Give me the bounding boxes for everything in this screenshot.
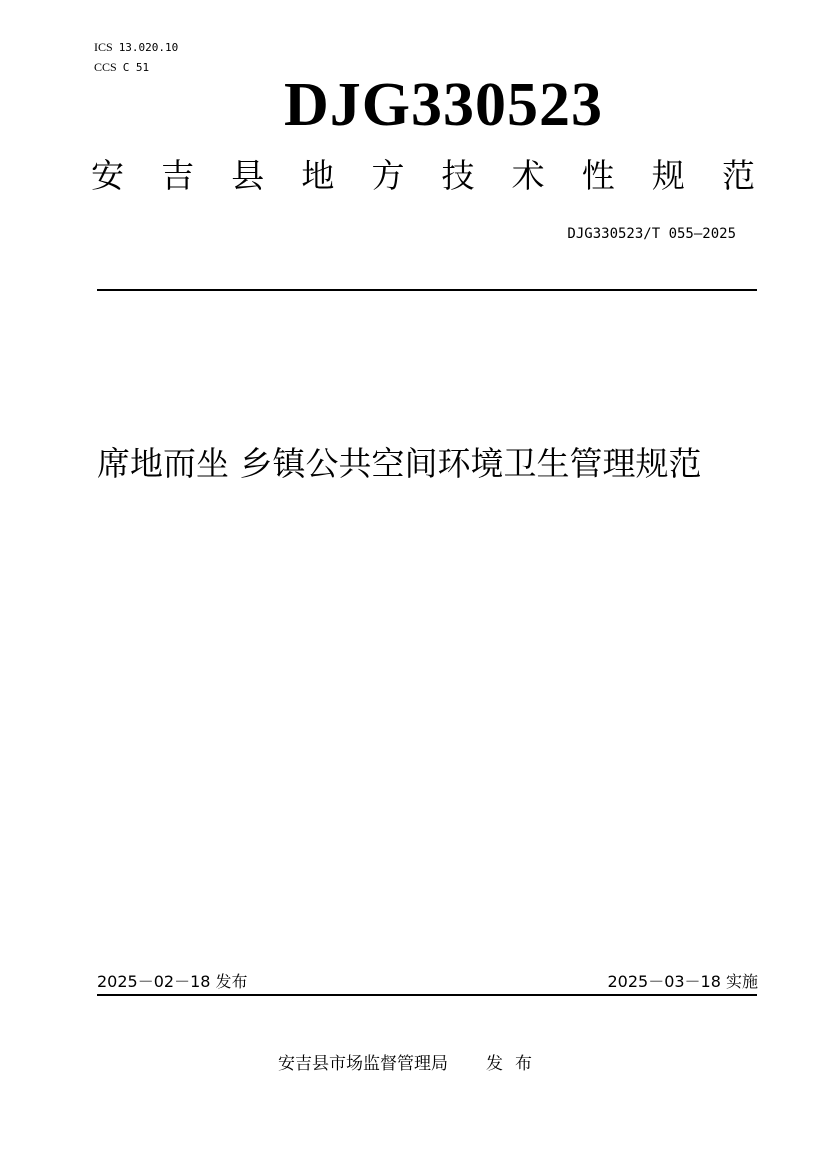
publisher-name: 安吉县市场监督管理局 bbox=[278, 1054, 448, 1074]
ccs-line bbox=[94, 60, 149, 75]
standard-type-char: 安 bbox=[91, 156, 124, 195]
issue-date: 2025－02－18 发布 bbox=[97, 972, 248, 991]
ccs-label: CCS bbox=[94, 60, 117, 74]
standard-type-char: 术 bbox=[511, 156, 545, 195]
document-title: 席地而坐 乡镇公共空间环境卫生管理规范 bbox=[97, 444, 702, 483]
standard-type-char: 规 bbox=[651, 156, 685, 195]
standard-type-char: 性 bbox=[581, 156, 615, 195]
standard-code: DJG330523 bbox=[284, 71, 603, 139]
ccs-value: C 51 bbox=[122, 61, 150, 74]
standard-type-char: 县 bbox=[231, 156, 265, 195]
publisher-action: 发布 bbox=[486, 1054, 544, 1074]
standard-type-char: 吉 bbox=[161, 156, 195, 195]
top-divider bbox=[97, 289, 757, 291]
standard-type-char: 方 bbox=[371, 156, 405, 195]
bottom-divider bbox=[97, 994, 757, 996]
standard-type-heading bbox=[91, 158, 755, 194]
standard-type-char: 地 bbox=[301, 156, 335, 195]
publisher-line bbox=[278, 1054, 544, 1074]
standard-number: DJG330523/T 055—2025 bbox=[567, 226, 736, 242]
ics-line bbox=[94, 40, 178, 55]
implementation-date: 2025－03－18 实施 bbox=[607, 972, 758, 991]
standard-type-char: 范 bbox=[721, 156, 755, 195]
standard-type-char: 技 bbox=[441, 156, 475, 195]
ics-value: 13.020.10 bbox=[118, 41, 179, 54]
ics-label: ICS bbox=[94, 40, 113, 54]
